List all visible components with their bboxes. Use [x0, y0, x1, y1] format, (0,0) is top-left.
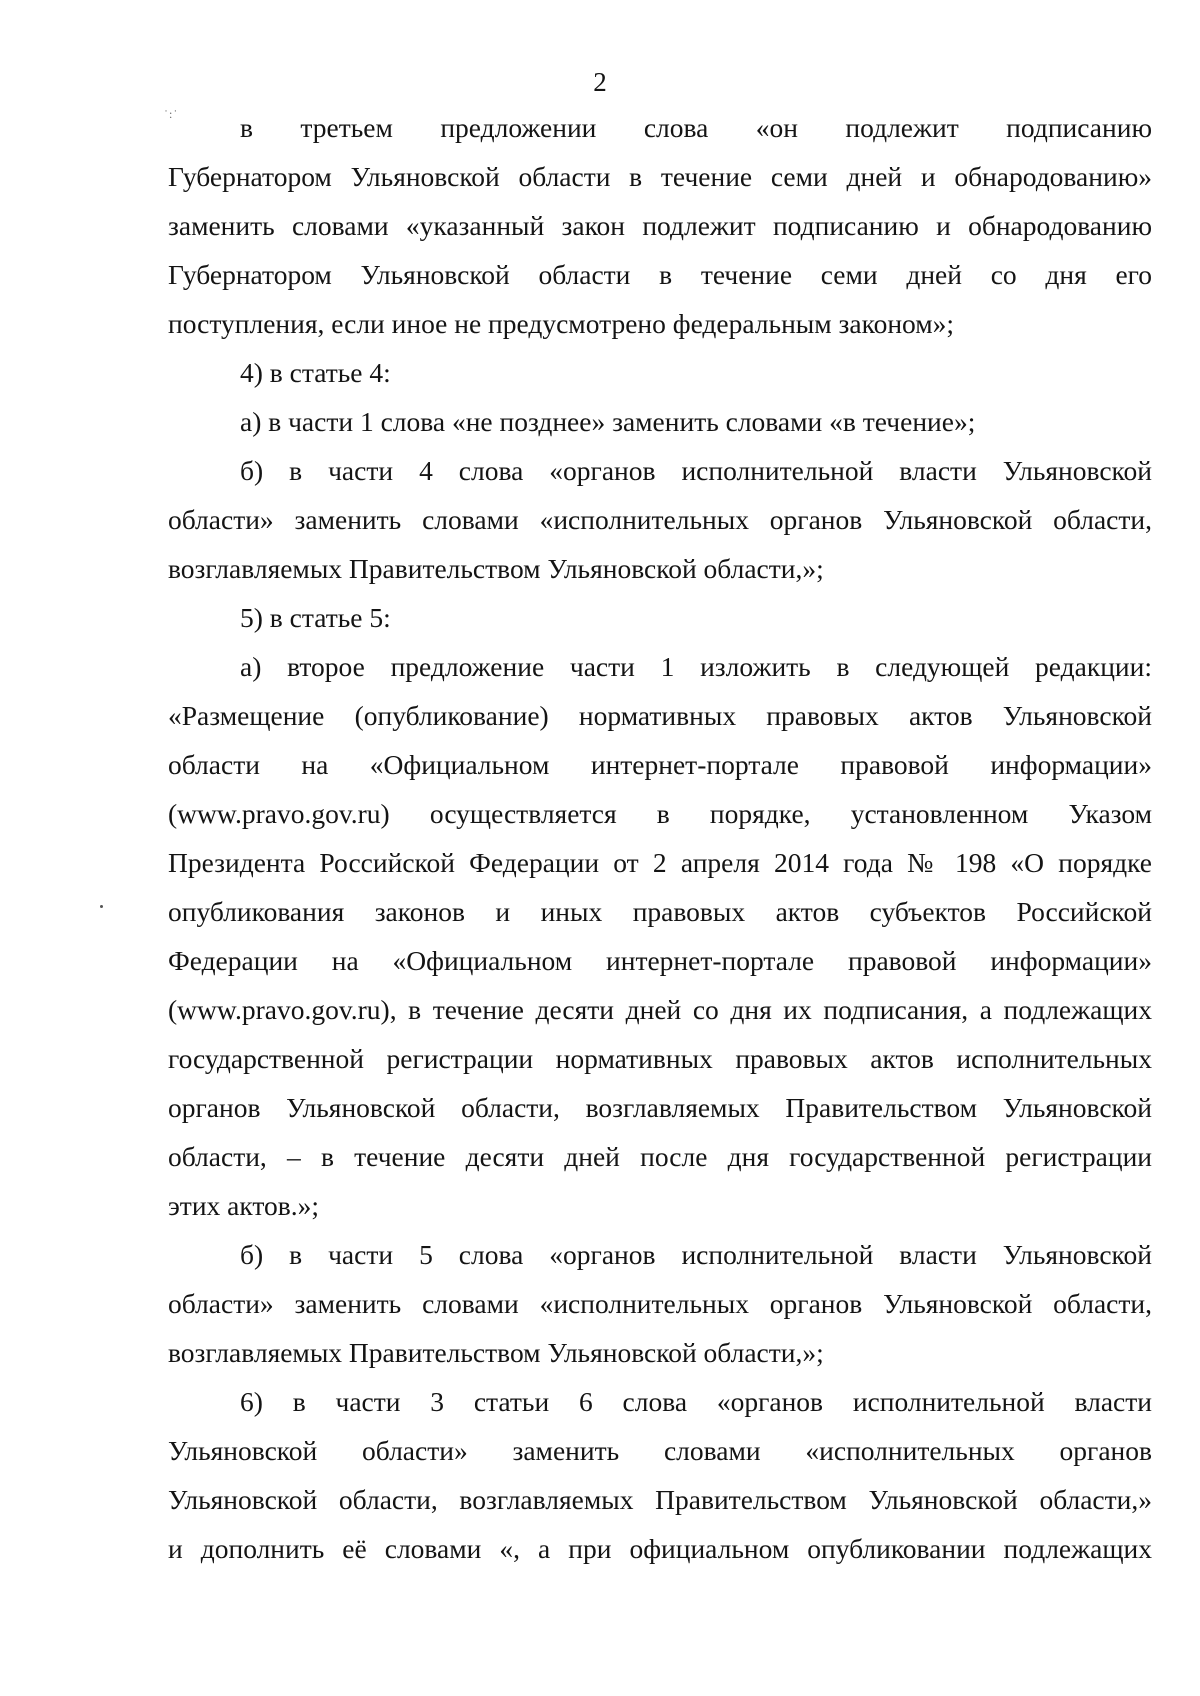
text-line: 4) в статье 4:	[240, 357, 391, 388]
page-number: 2	[593, 67, 607, 97]
text-line: опубликования законов и иных правовых актов субъектов Российской	[168, 896, 1152, 927]
text-line: поступления, если иное не предусмотрено федеральным законом»;	[168, 308, 955, 339]
text-line: области на «Официальном интернет-портале правовой информации»	[168, 749, 1152, 780]
text-line: (www.pravo.gov.ru), в течение десяти дней со дня их подписания, а подлежащих	[168, 994, 1152, 1025]
text-line: области» заменить словами «исполнительных органов Ульяновской области,	[168, 1288, 1152, 1319]
text-line: Ульяновской области, возглавляемых Правительством Ульяновской области,»	[168, 1484, 1152, 1515]
text-line: (www.pravo.gov.ru) осуществляется в порядке, установленном Указом	[168, 798, 1152, 829]
text-line: и дополнить её словами «, а при официальном опубликовании подлежащих	[168, 1533, 1152, 1564]
text-line: б) в части 5 слова «органов исполнительной власти Ульяновской	[240, 1239, 1152, 1270]
text-line: возглавляемых Правительством Ульяновской области,»;	[168, 553, 824, 584]
text-line: заменить словами «указанный закон подлежит подписанию и обнародованию	[168, 210, 1152, 241]
text-line: «Размещение (опубликование) нормативных правовых актов Ульяновской	[168, 700, 1152, 731]
text-line: в третьем предложении слова «он подлежит подписанию	[240, 112, 1152, 143]
text-line: возглавляемых Правительством Ульяновской области,»;	[168, 1337, 824, 1368]
text-line: этих актов.»;	[168, 1190, 320, 1221]
text-line: области, – в течение десяти дней после дня государственной регистрации	[168, 1141, 1152, 1172]
text-line: 6) в части 3 статьи 6 слова «органов исполнительной власти	[240, 1386, 1152, 1417]
text-line: Губернатором Ульяновской области в течение семи дней со дня его	[168, 259, 1152, 290]
scan-speck	[100, 905, 103, 908]
text-line: Ульяновской области» заменить словами «исполнительных органов	[168, 1435, 1152, 1466]
text-line: Губернатором Ульяновской области в течение семи дней и обнародованию»	[168, 161, 1152, 192]
text-line: б) в части 4 слова «органов исполнительной власти Ульяновской	[240, 455, 1152, 486]
text-line: государственной регистрации нормативных правовых актов исполнительных	[168, 1043, 1152, 1074]
text-line: а) второе предложение части 1 изложить в следующей редакции:	[240, 651, 1152, 682]
text-line: Федерации на «Официальном интернет-портале правовой информации»	[168, 945, 1152, 976]
text-line: а) в части 1 слова «не позднее» заменить словами «в течение»;	[240, 406, 976, 437]
text-line: области» заменить словами «исполнительных органов Ульяновской области,	[168, 504, 1152, 535]
text-line: органов Ульяновской области, возглавляемых Правительством Ульяновской	[168, 1092, 1152, 1123]
text-line: Президента Российской Федерации от 2 апреля 2014 года № 198 «О порядке	[168, 847, 1152, 878]
document-body	[168, 103, 1152, 1573]
scan-specks: ˙:˙	[164, 107, 179, 121]
text-line: 5) в статье 5:	[240, 602, 391, 633]
